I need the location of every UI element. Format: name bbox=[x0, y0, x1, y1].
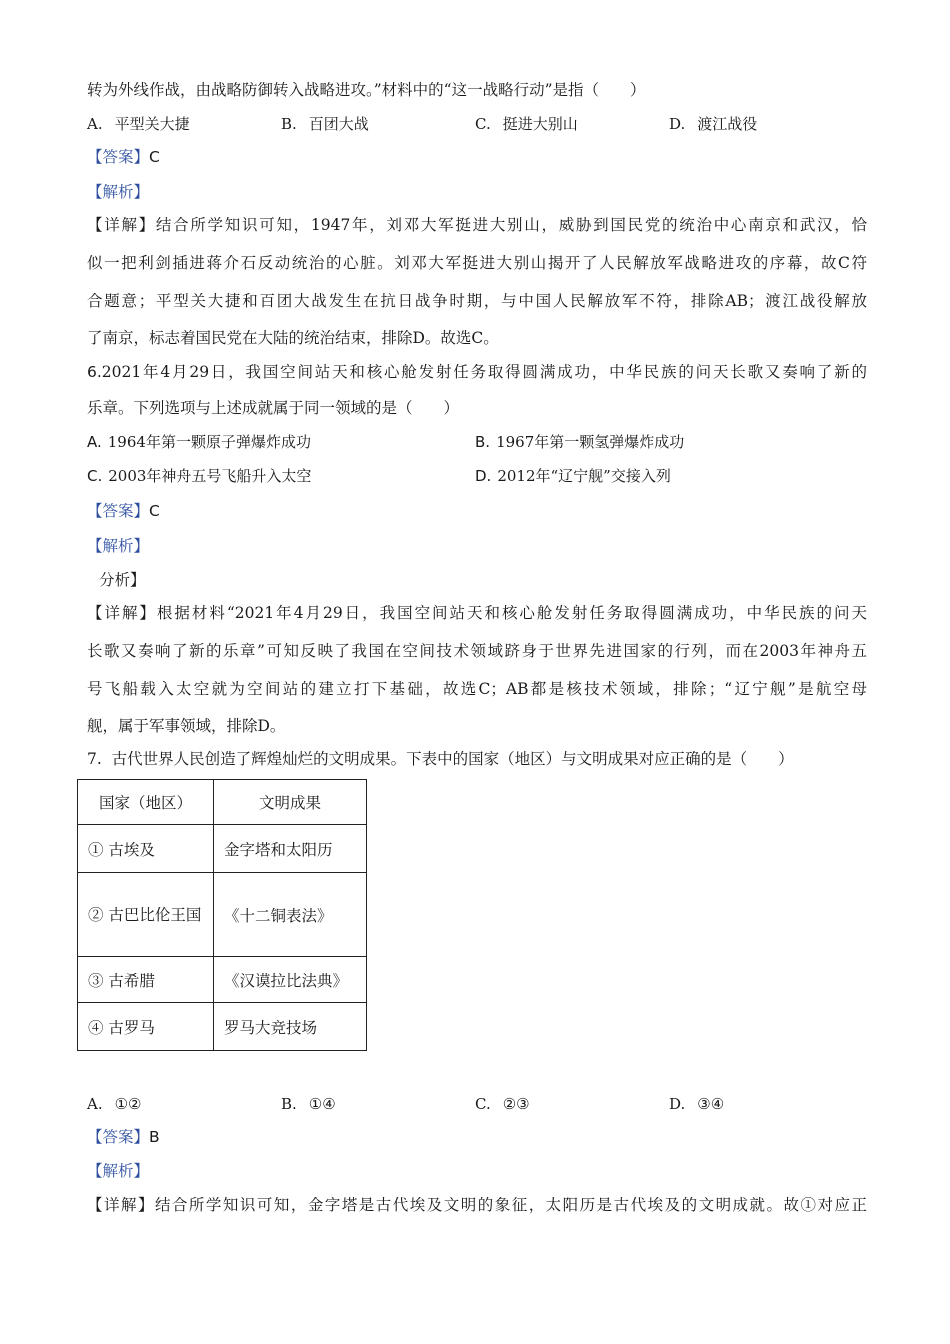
table-cell bbox=[78, 873, 214, 957]
option-text: ①④ bbox=[308, 1095, 336, 1113]
table-cell: ① 古埃及 bbox=[78, 825, 214, 873]
answer-tag: 【答案】 bbox=[87, 148, 150, 166]
option-text: 2012年“辽宁舰”交接入列 bbox=[497, 467, 671, 485]
option-letter: A. bbox=[87, 1095, 103, 1113]
q7-option-d bbox=[669, 1094, 724, 1114]
q5-stem-tail: 转为外线作战，由战略防御转入战略进攻。”材料中的“这一战略行动”是指（ ） bbox=[87, 81, 646, 99]
answer-tag: 【答案】 bbox=[87, 502, 150, 520]
q6-stem-line-1: 6.2021年4月29日，我国空间站天和核心舱发射任务取得圆满成功，中华民族的问天长歌又奏响了新的 bbox=[87, 363, 867, 381]
table-header-row bbox=[78, 780, 367, 825]
q5-option-d bbox=[669, 114, 757, 134]
option-text: ②③ bbox=[502, 1095, 530, 1113]
answer-value: C bbox=[149, 502, 160, 520]
option-text: 1967年第一颗氢弹爆炸成功 bbox=[496, 433, 685, 451]
table-header-cell: 文明成果 bbox=[214, 780, 367, 825]
q6-answer bbox=[87, 501, 867, 521]
q6-detail-line-1: 【详解】根据材料“2021年4月29日，我国空间站天和核心舱发射任务取得圆满成功，中华民族的问天 bbox=[87, 604, 867, 622]
question-number: 7. bbox=[87, 750, 102, 768]
detail-tag: 【详解】 bbox=[87, 216, 156, 234]
q7-detail-line-1: 【详解】结合所学知识可知，金字塔是古代埃及文明的象征，太阳历是古代埃及的文明成就。故①对应正 bbox=[87, 1196, 867, 1214]
option-letter: B. bbox=[281, 1095, 297, 1113]
table-row bbox=[78, 873, 367, 957]
option-letter: A. bbox=[87, 115, 103, 133]
table-cell-text: ② 古巴比伦王国 bbox=[88, 905, 202, 924]
option-text: 挺进大别山 bbox=[502, 115, 578, 133]
option-letter: C. bbox=[475, 1095, 491, 1113]
option-text: 1964年第一颗原子弹爆炸成功 bbox=[107, 433, 311, 451]
q5-analysis-tag: 【解析】 bbox=[87, 183, 150, 201]
table-row bbox=[78, 825, 367, 873]
option-letter: B. bbox=[281, 115, 297, 133]
q7-option-b bbox=[281, 1094, 336, 1114]
q7-option-a bbox=[87, 1094, 142, 1114]
q6-detail-line-4: 舰，属于军事领域，排除D。 bbox=[87, 717, 286, 735]
option-letter: A. bbox=[87, 433, 102, 451]
q6-stem-line-2: 乐章。下列选项与上述成就属于同一领域的是（ ） bbox=[87, 399, 460, 417]
q6-detail-line-3: 号飞船载入太空就为空间站的建立打下基础，故选C；AB都是核技术领域，排除；“辽宁舰”是航空母 bbox=[87, 680, 867, 698]
table-row bbox=[78, 1003, 367, 1051]
answer-tag: 【答案】 bbox=[87, 1128, 150, 1146]
q6-fenxi: 分析】 bbox=[99, 571, 146, 589]
table-cell: ④ 古罗马 bbox=[78, 1003, 214, 1051]
q5-option-a bbox=[87, 114, 190, 134]
q6-option-d bbox=[475, 466, 671, 486]
option-text: 平型关大捷 bbox=[114, 115, 190, 133]
q7-stem: 7. 古代世界人民创造了辉煌灿烂的文明成果。下表中的国家（地区）与文明成果对应正确的是（ ） bbox=[87, 750, 794, 768]
option-letter: D. bbox=[669, 1095, 686, 1113]
table-row bbox=[78, 957, 367, 1003]
q5-detail-line-1: 【详解】结合所学知识可知，1947年，刘邓大军挺进大别山，威胁到国民党的统治中心南京和武汉，恰 bbox=[87, 216, 867, 234]
q7-answer bbox=[87, 1127, 867, 1147]
answer-value: B bbox=[149, 1128, 160, 1146]
option-text: 2003年神舟五号飞船升入太空 bbox=[108, 467, 312, 485]
q5-answer bbox=[87, 147, 867, 167]
option-letter: D. bbox=[669, 115, 686, 133]
q6-option-c bbox=[87, 466, 311, 486]
q7-analysis-tag: 【解析】 bbox=[87, 1162, 150, 1180]
table-cell: 金字塔和太阳历 bbox=[214, 825, 367, 873]
q6-analysis-tag: 【解析】 bbox=[87, 537, 150, 555]
q6-option-b bbox=[475, 432, 684, 452]
table-cell: 罗马大竞技场 bbox=[214, 1003, 367, 1051]
q5-detail-line-4: 了南京，标志着国民党在大陆的统治结束，排除D。故选C。 bbox=[87, 329, 499, 347]
q6-option-a bbox=[87, 432, 311, 452]
q5-option-c bbox=[475, 114, 578, 134]
civilization-table bbox=[77, 779, 367, 1051]
option-text: 渡江战役 bbox=[697, 115, 758, 133]
option-letter: D. bbox=[475, 467, 492, 485]
detail-tag: 【详解】 bbox=[87, 1196, 155, 1214]
option-text: ③④ bbox=[697, 1095, 725, 1113]
option-text: 百团大战 bbox=[308, 115, 369, 133]
q5-detail-line-2: 似一把利剑插进蒋介石反动统治的心脏。刘邓大军挺进大别山揭开了人民解放军战略进攻的序幕，故C符 bbox=[87, 254, 867, 272]
answer-value: C bbox=[149, 148, 160, 166]
q5-detail-line-3: 合题意；平型关大捷和百团大战发生在抗日战争时期，与中国人民解放军不符，排除AB；渡江战役解放 bbox=[87, 292, 867, 310]
option-letter: B. bbox=[475, 433, 491, 451]
table-cell: 《十二铜表法》 bbox=[214, 873, 367, 957]
question-number: 6. bbox=[87, 363, 102, 381]
table-cell: 《汉谟拉比法典》 bbox=[214, 957, 367, 1003]
detail-tag: 【详解】 bbox=[87, 604, 157, 622]
option-letter: C. bbox=[87, 467, 103, 485]
table-header-cell: 国家（地区） bbox=[78, 780, 214, 825]
option-text: ①② bbox=[114, 1095, 142, 1113]
q5-option-b bbox=[281, 114, 369, 134]
q7-option-c bbox=[475, 1094, 530, 1114]
table-cell: ③ 古希腊 bbox=[78, 957, 214, 1003]
option-letter: C. bbox=[475, 115, 491, 133]
q6-detail-line-2: 长歌又奏响了新的乐章”可知反映了我国在空间技术领域跻身于世界先进国家的行列，而在2003年神舟五 bbox=[87, 642, 867, 660]
